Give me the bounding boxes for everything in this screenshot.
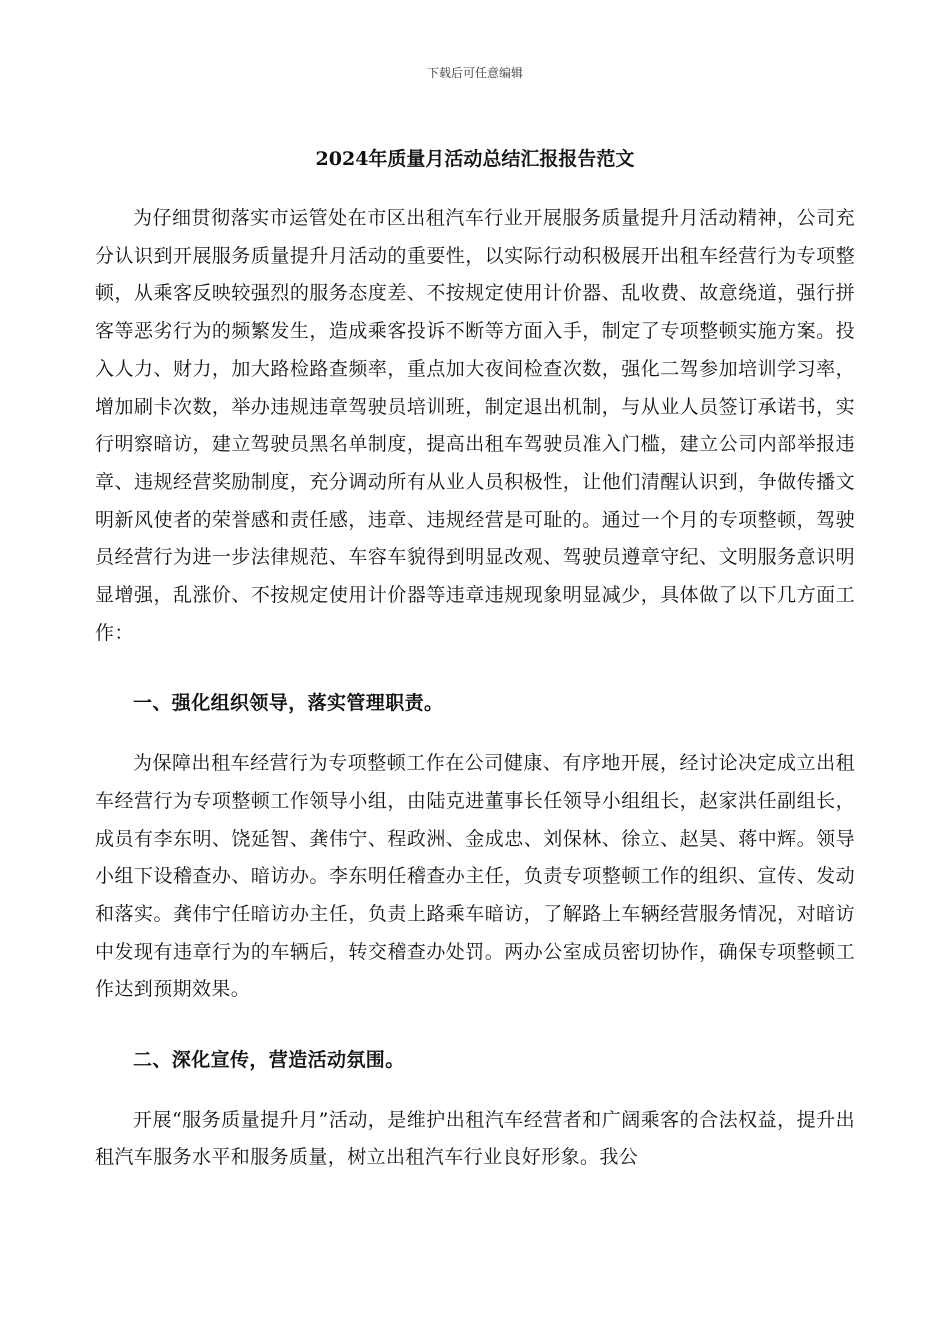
section-body-2: 开展“服务质量提升月”活动，是维护出租汽车经营者和广阔乘客的合法权益，提升出租汽车服务水平和服务质量，树立出租汽车行业良好形象。我公 (95, 1108, 855, 1169)
intro-paragraph: 为仔细贯彻落实市运管处在市区出租汽车行业开展服务质量提升月活动精神，公司充分认识到开展服务质量提升月活动的重要性，以实际行动积极展开出租车经营行为专项整顿，从乘客反映较强烈的服务态度差、不按规定使用计价器、乱收费、故意绕道，强行拼客等恶劣行为的频繁发生，造成乘客投诉不断等方面入手，制定了专项整顿实施方案。投入人力、财力，加大路检路查频率，重点加大夜间检查次数，强化二驾参加培训学习率，增加刷卡次数，举办违规违章驾驶员培训班，制定退出机制，与从业人员签订承诺书，实行明察暗访，建立驾驶员黑名单制度，提高出租车驾驶员准入门槛，建立公司内部举报违章、违规经营奖励制度，充分调动所有从业人员积极性，让他们清醒认识到，争做传播文明新风使者的荣誉感和责任感，违章、违规经营是可耻的。通过一个月的专项整顿，驾驶员经营行为进一步法律规范、车容车貌得到明显改观、驾驶员遵章守纪、文明服务意识明显增强，乱涨价、不按规定使用计价器等违章违规现象明显减少，具体做了以下几方面工作： (95, 207, 855, 644)
spacer (95, 1080, 855, 1102)
document-title: 2024年质量月活动总结汇报报告范文 (315, 148, 635, 170)
page-header-note: 下载后可任意编辑 (426, 66, 523, 80)
spacer (95, 723, 855, 745)
document-body (95, 200, 855, 1177)
section-heading-2: 二、深化宣传，营造活动氛围。 (133, 1049, 405, 1072)
section-heading-1: 一、强化组织领导，落实管理职责。 (133, 692, 444, 715)
spacer (95, 1009, 855, 1042)
spacer (95, 652, 855, 685)
section-body-1: 为保障出租车经营行为专项整顿工作在公司健康、有序地开展，经讨论决定成立出租车经营行为专项整顿工作领导小组，由陆克进董事长任领导小组组长，赵家洪任副组长，成员有李东明、饶延智、龚伟宁、程政洲、金成忠、刘保林、徐立、赵昊、蒋中辉。领导小组下设稽查办、暗访办。李东明任稽查办主任，负责专项整顿工作的组织、宣传、发动和落实。龚伟宁任暗访办主任，负责上路乘车暗访，了解路上车辆经营服务情况，对暗访中发现有违章行为的车辆后，转交稽查办处罚。两办公室成员密切协作，确保专项整顿工作达到预期效果。 (95, 752, 855, 1001)
